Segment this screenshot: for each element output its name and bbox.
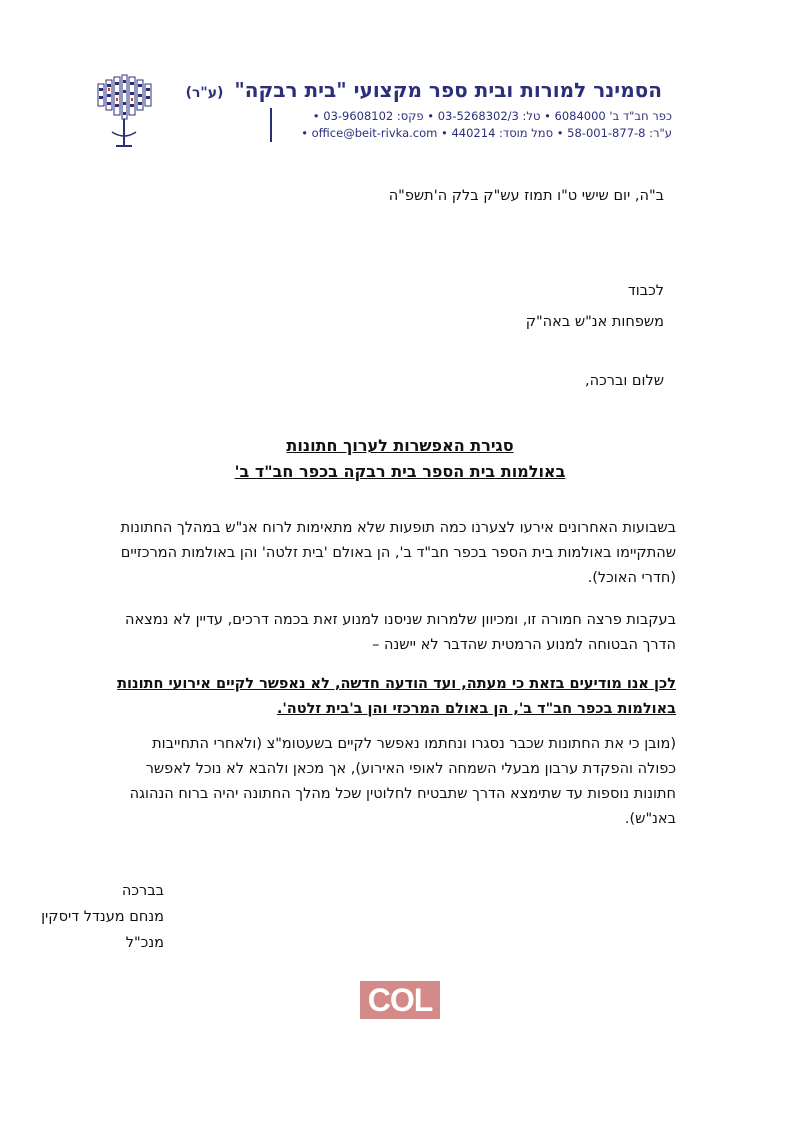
contact-line-1: כפר חב"ד ב' 6084000 • טל: 03-5268302/3 • פקס: 03-9608102 •	[312, 109, 672, 123]
registered-suffix: (ע"ר)	[185, 85, 224, 101]
paragraph-2: בעקבות פרצה חמורה זו, ומכיוון שלמרות שניסנו למנוע זאת בכמה דרכים, עדיין לא נמצאה הדרך הבטוחה למנוע הרמטית שהדבר לא יישנה –	[125, 612, 676, 653]
closing: בברכה	[121, 883, 164, 899]
subject-line-1: סגירת האפשרות לערוך חתונות	[286, 436, 514, 455]
school-name-title	[142, 78, 662, 102]
subject-line-2: באולמות בית הספר בית רבקה בכפר חב"ד ב'	[234, 462, 566, 481]
paragraph-4: (מובן כי את החתונות שכבר נסגרו ונחתמו נאפשר לקיים בשעטומ"צ (ולאחרי התחייבות כפולה והפקדת ערבון מבעלי השמחה לאופי האירוע), אך מכאן ולהבא לא נוכל לאפשר חתונות נוספות עד שתימצא הדרך שתבטיח לחלוטין שכל מהלך החתונה יהיה ברוח הנהוגה באנ"ש).	[129, 736, 676, 827]
paragraph-1: בשבועות האחרונים אירעו לצערנו כמה תופעות שלא מתאימות לרוח אנ"ש במהלך החתונות שהתקיימו באולמות בית הספר בכפר חב"ד ב', הן באולם 'בית זלטה' והן באולמות המרכזיים (חדרי האוכל).	[120, 520, 676, 586]
signer-title: מנכ"ל	[125, 935, 164, 951]
recipient-salutation: לכבוד	[627, 283, 664, 299]
letter-subject	[120, 433, 680, 485]
paragraph-announcement: לכן אנו מודיעים בזאת כי מעתה, ועד הודעה חדשה, לא נאפשר לקיים אירועי חתונות באולמות בכפר חב"ד ב', הן באולם המרכזי והן ב'בית זלטה'.	[117, 676, 676, 717]
greeting: שלום וברכה,	[585, 373, 664, 389]
contact-block	[270, 108, 672, 142]
contact-line-2: ע"ר: 58-001-877-8 • סמל מוסד: 440214 • office@beit-rivka.com •	[301, 126, 672, 140]
col-watermark-logo: COL	[360, 981, 440, 1019]
school-name: הסמינר למורות ובית ספר מקצועי "בית רבקה"	[234, 78, 662, 102]
letter-date: ב"ה, יום שישי ט"ו תמוז עש"ק בלק ה'תשפ"ה	[388, 188, 664, 204]
signer-name: מנחם מענדל דיסקין	[41, 909, 164, 925]
recipient-name: משפחות אנ"ש באה"ק	[525, 314, 664, 330]
signature-block	[41, 878, 164, 956]
